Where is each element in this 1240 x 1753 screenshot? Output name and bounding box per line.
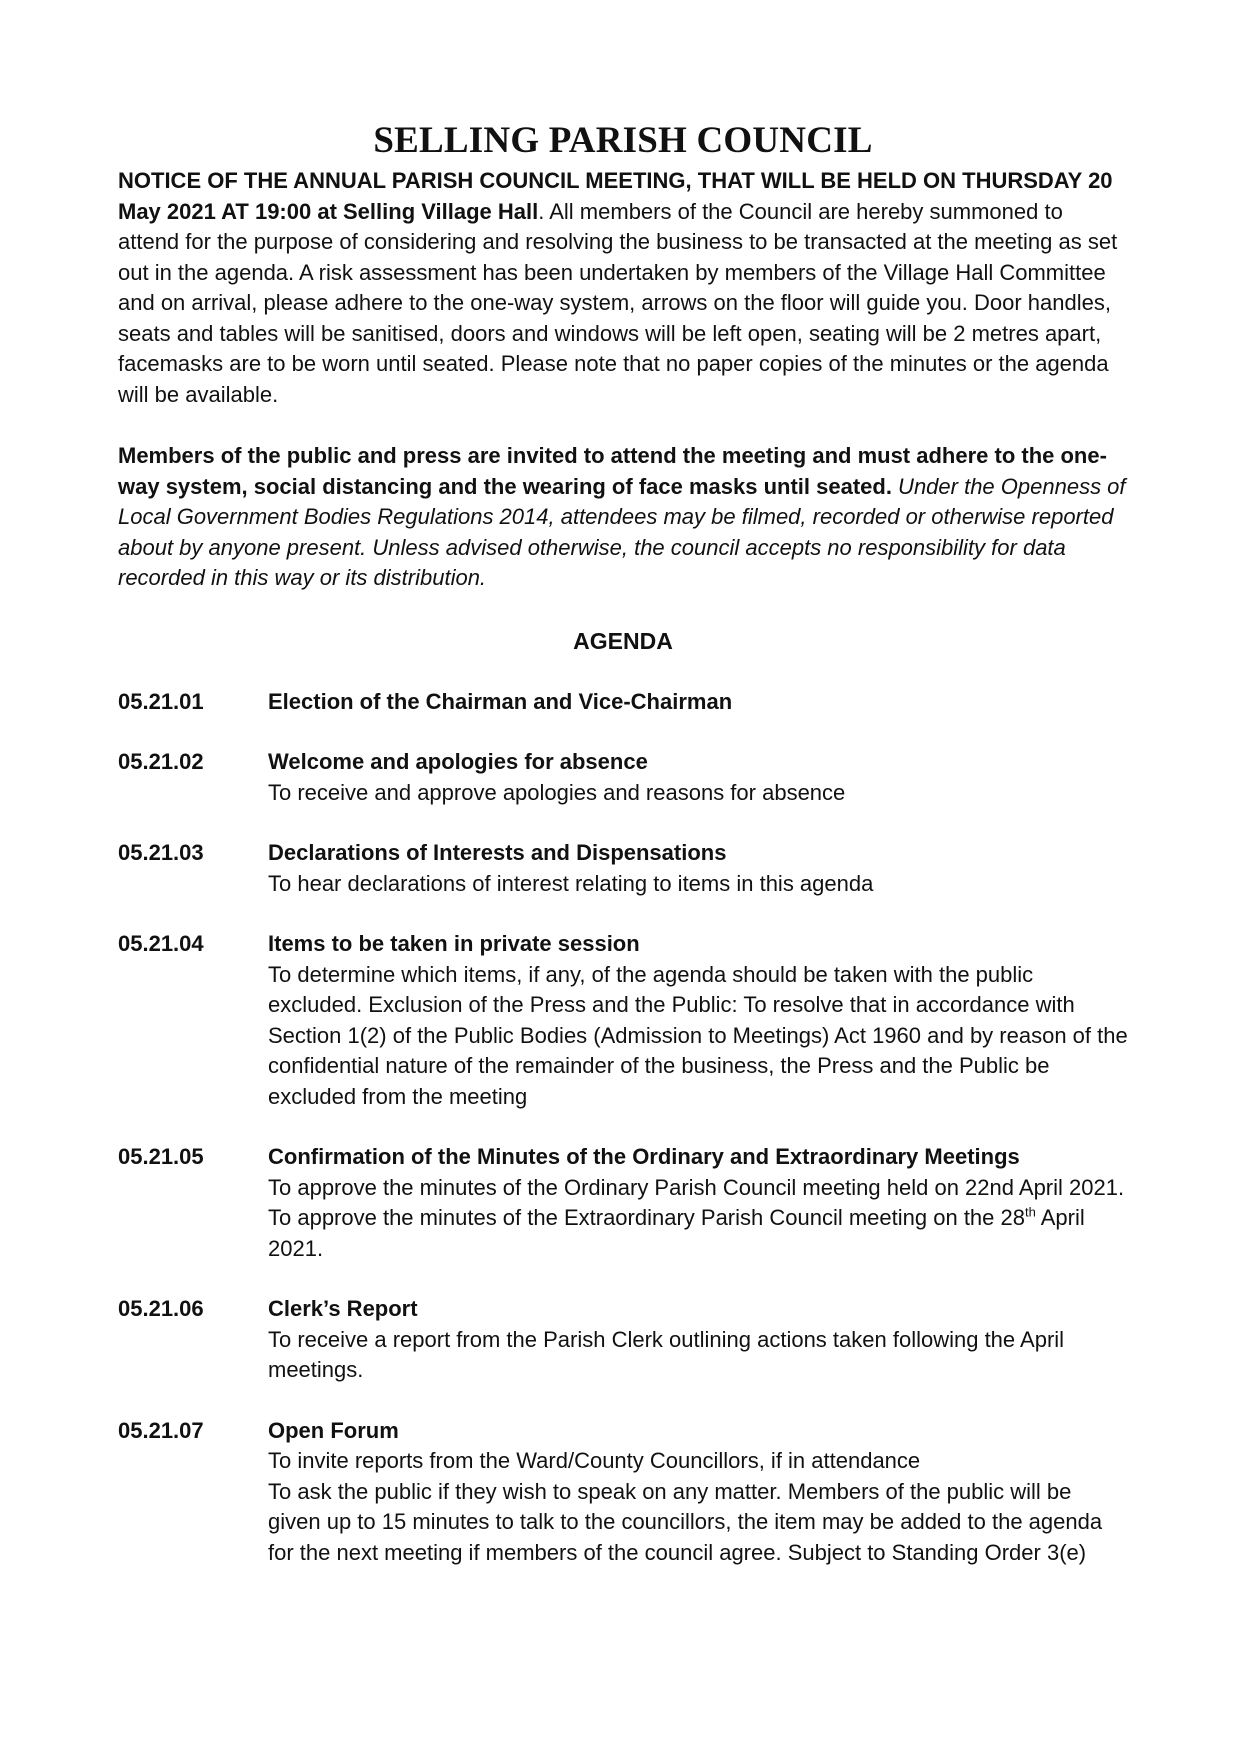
agenda-item-body	[268, 747, 1128, 808]
agenda-item-body	[268, 687, 1128, 718]
public-notice	[118, 441, 1128, 594]
agenda-item-text: To receive and approve apologies and reasons for absence	[268, 779, 846, 805]
meeting-notice-text: . All members of the Council are hereby summoned to attend for the purpose of considering and resolving the business to be transacted at the meeting as set out in the agenda. A risk assessment has been undertaken by members of the Village Hall Committee and on arrival, please adhere to the one-way system, arrows on the floor will guide you. Door handles, seats and tables will be sanitised, doors and windows will be left open, seating will be 2 metres apart, facemasks are to be worn until seated. Please note that no paper copies of the minutes or the agenda will be available.	[118, 198, 1118, 407]
agenda-item-body	[268, 838, 1128, 899]
agenda-item-body	[268, 1416, 1128, 1569]
agenda-item-title: Election of the Chairman and Vice-Chairman	[268, 688, 733, 714]
agenda-item-number: 05.21.03	[118, 840, 204, 865]
document-title: SELLING PARISH COUNCIL	[373, 120, 873, 161]
agenda-item-text-part: April 2021.	[268, 1205, 1085, 1261]
agenda-item-number: 05.21.02	[118, 749, 204, 774]
agenda-item-text: To receive a report from the Parish Clerk outlining actions taken following the April meetings.	[268, 1326, 1065, 1382]
agenda-item-text: To ask the public if they wish to speak on any matter. Members of the public will be given up to 15 minutes to talk to the councillors, the item may be added to the agenda for the next meeting if members of the council agree. Subject to Standing Order 3(e)	[268, 1478, 1103, 1565]
agenda-item-body	[268, 1294, 1128, 1386]
agenda-item	[118, 929, 1128, 1112]
agenda-item-title: Items to be taken in private session	[268, 931, 640, 956]
agenda-item-text	[268, 1173, 1128, 1265]
agenda-item-number: 05.21.01	[118, 688, 204, 714]
agenda-item	[118, 1142, 1128, 1264]
agenda-item-body	[268, 929, 1128, 1112]
agenda-heading: AGENDA	[573, 627, 673, 654]
agenda-item-title: Clerk’s Report	[268, 1296, 418, 1321]
public-notice-lead: Members of the public and press are invited to attend the meeting and must adhere to the one-way system, social distancing and the wearing of face masks until seated.	[118, 443, 1107, 499]
agenda-item	[118, 687, 1128, 718]
agenda-item-body	[268, 1142, 1128, 1264]
agenda-item-title: Declarations of Interests and Dispensations	[268, 840, 727, 865]
agenda-item-number: 05.21.04	[118, 931, 204, 956]
agenda-item	[118, 747, 1128, 808]
agenda-item-text: To determine which items, if any, of the agenda should be taken with the public excluded. Exclusion of the Press and the Public: To resolve that in accordance with Section 1(2) of the Public Bodies (Admission to Meetings) Act 1960 and by reason of the confidential nature of the remainder of the business, the Press and the Public be excluded from the meeting	[268, 961, 1128, 1109]
ordinal-superscript: th	[1024, 1204, 1036, 1220]
meeting-notice-lead: NOTICE OF THE ANNUAL PARISH COUNCIL MEETING, THAT WILL BE HELD ON THURSDAY 20 May 2021 AT 19:00 at Selling Village Hall	[118, 168, 1113, 224]
meeting-notice	[118, 166, 1128, 410]
agenda-item-title: Open Forum	[268, 1417, 399, 1443]
agenda-item-text: To invite reports from the Ward/County Councillors, if in attendance	[268, 1448, 921, 1473]
agenda-item-text-part: To approve the minutes of the Ordinary Parish Council meeting held on 22nd April 2021. To approve the minutes of the Extraordinary Parish Council meeting on the 28	[268, 1174, 1125, 1230]
agenda-list	[118, 687, 1128, 1569]
agenda-item	[118, 838, 1128, 899]
agenda-item-number: 05.21.06	[118, 1296, 204, 1321]
document-page	[118, 118, 1128, 1598]
public-notice-text: Under the Openness of Local Government Bodies Regulations 2014, attendees may be filmed, recorded or otherwise reported about by anyone present. Unless advised otherwise, the council accepts no responsibility for data recorded in this way or its distribution.	[118, 473, 1126, 590]
agenda-item-number: 05.21.07	[118, 1417, 204, 1443]
agenda-item	[118, 1416, 1128, 1569]
agenda-item	[118, 1294, 1128, 1386]
agenda-item-text: To hear declarations of interest relating to items in this agenda	[268, 870, 874, 896]
agenda-item-title: Confirmation of the Minutes of the Ordinary and Extraordinary Meetings	[268, 1144, 1020, 1169]
agenda-item-title: Welcome and apologies for absence	[268, 749, 648, 774]
agenda-item-number: 05.21.05	[118, 1144, 204, 1169]
